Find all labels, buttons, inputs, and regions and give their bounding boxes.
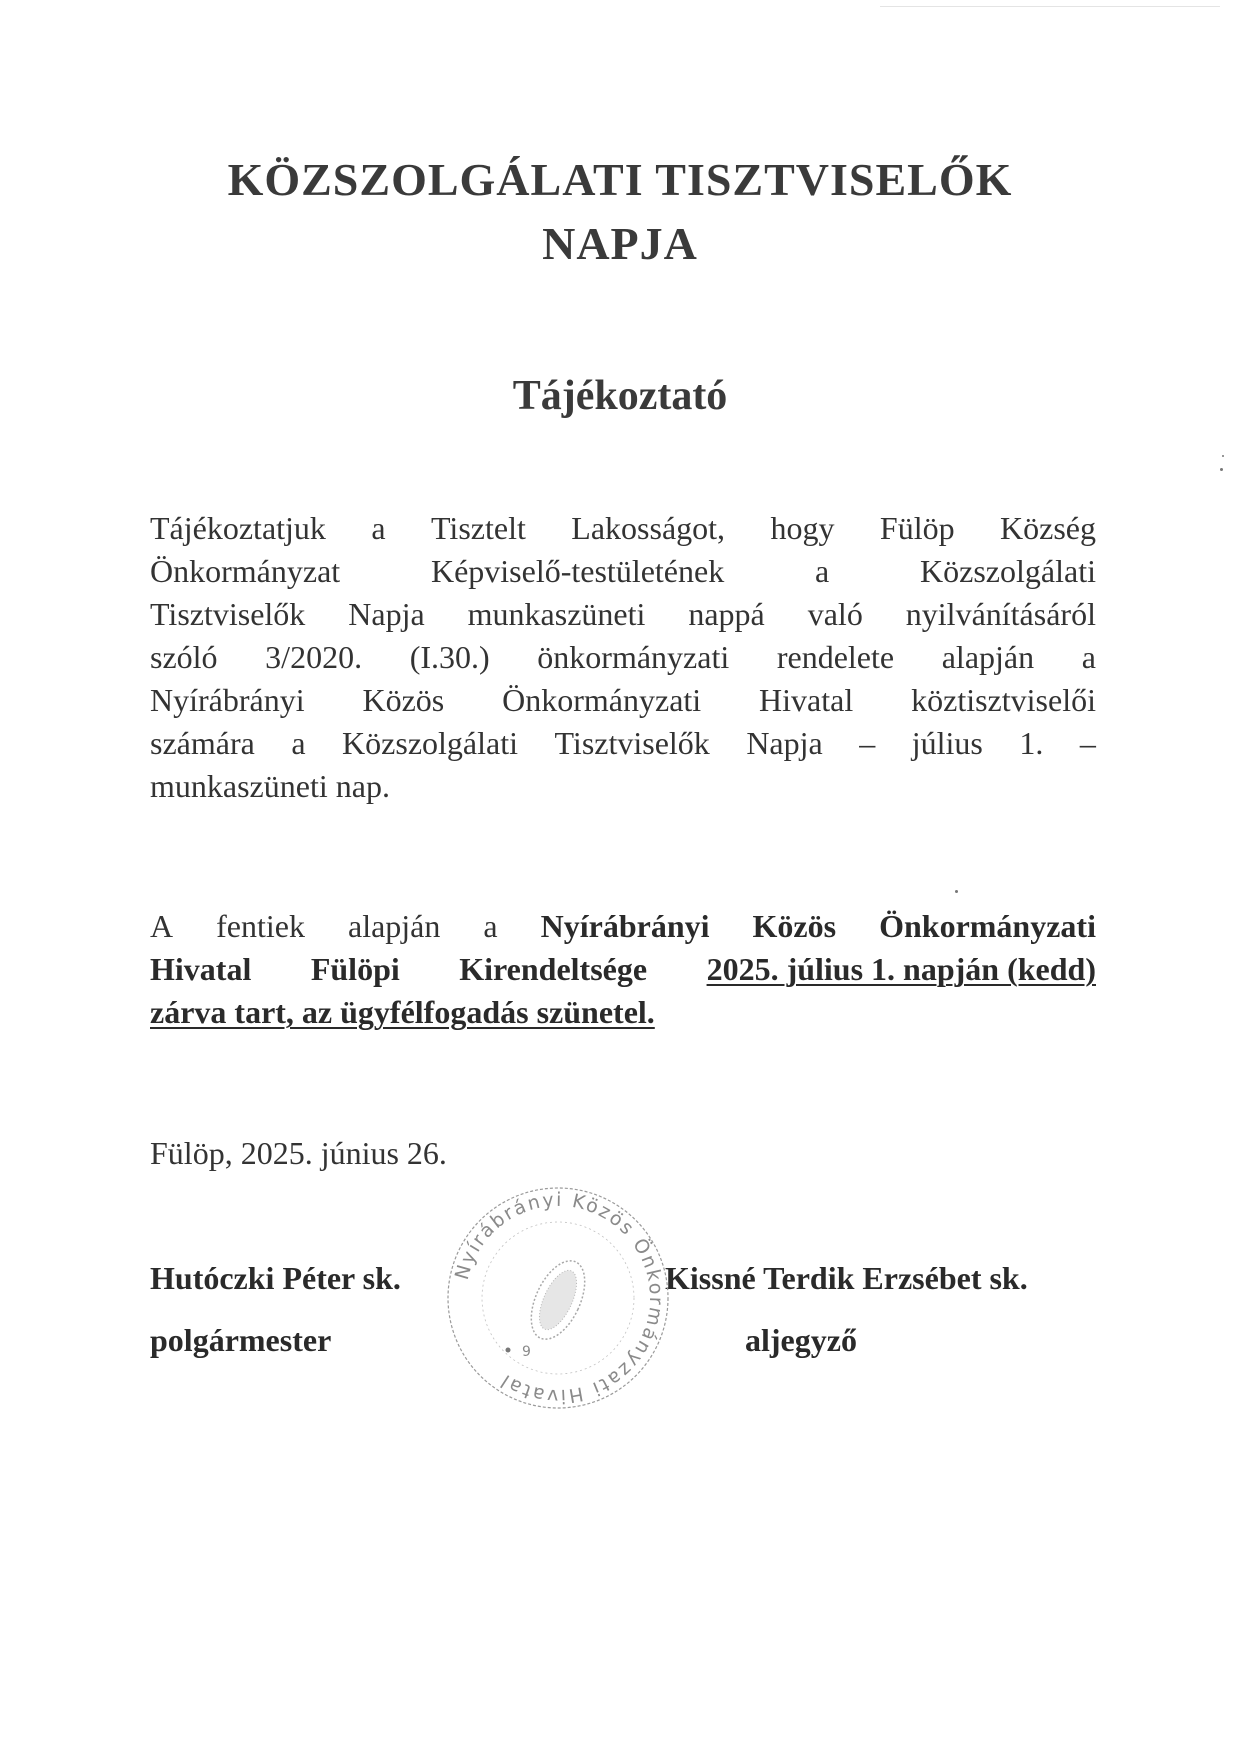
word: Közszolgálati — [920, 553, 1096, 589]
mayor-title: polgármester — [150, 1322, 332, 1358]
mayor-name: Hutóczki Péter sk. — [150, 1260, 401, 1296]
deputy-notary-title: aljegyző — [745, 1322, 857, 1358]
word: Nyírábrányi — [150, 682, 305, 718]
word: nappá — [688, 596, 765, 632]
bold-word: Önkormányzati — [879, 908, 1096, 944]
word: Hivatal — [759, 682, 854, 718]
scan-speck — [1222, 455, 1224, 457]
closure-line-1 — [150, 905, 1096, 948]
word: nyilvánításáról — [905, 596, 1096, 632]
document-subtitle: Tájékoztató — [512, 373, 728, 419]
word: számára — [150, 725, 255, 761]
word: Közszolgálati — [342, 725, 518, 761]
word: alapján — [941, 639, 1035, 675]
scan-speck — [1220, 468, 1223, 471]
paragraph-line — [150, 636, 1096, 679]
bold-word: Nyírábrányi — [540, 908, 710, 944]
word: munkaszüneti — [467, 596, 646, 632]
word: a — [483, 908, 498, 944]
stamp-text: Nyírábrányi Közös Önkormányzati Hivatal — [450, 1188, 668, 1408]
closure-statement: zárva tart, az ügyfélfogadás szünetel. — [150, 994, 655, 1030]
paragraph-line — [150, 593, 1096, 636]
word: – — [1079, 725, 1096, 761]
official-stamp-icon — [438, 1178, 678, 1418]
word: Tájékoztatjuk — [150, 510, 326, 546]
word: Tisztelt — [431, 510, 526, 546]
word: 1. — [1019, 725, 1044, 761]
word: fentiek — [216, 908, 305, 944]
scan-speck — [955, 890, 958, 893]
svg-text:9: 9 — [522, 1344, 531, 1360]
word: való — [807, 596, 863, 632]
paragraph-line — [150, 765, 1096, 808]
word: önkormányzati — [537, 639, 730, 675]
word: a — [291, 725, 306, 761]
deputy-notary-name: Kissné Terdik Erzsébet sk. — [665, 1260, 1028, 1296]
closure-date: 2025. július 1. napján (kedd) — [706, 951, 1096, 987]
paragraph-line — [150, 722, 1096, 765]
word: július — [911, 725, 983, 761]
word: Napja — [348, 596, 425, 632]
bold-word: Közös — [752, 908, 837, 944]
word: (I.30.) — [409, 639, 490, 675]
closure-notice-paragraph — [150, 905, 1096, 1034]
bold-word: Hivatal — [150, 951, 252, 987]
word: hogy — [770, 510, 835, 546]
word: szóló — [150, 639, 218, 675]
word: Tisztviselők — [554, 725, 710, 761]
word: a — [815, 553, 830, 589]
paragraph-line — [150, 550, 1096, 593]
word: Képviselő-testületének — [430, 553, 725, 589]
word: Község — [1000, 510, 1096, 546]
paragraph-line — [150, 679, 1096, 722]
word: Önkormányzati — [502, 682, 702, 718]
title-line-1: KÖZSZOLGÁLATI TISZTVISELŐK — [227, 154, 1013, 205]
word: A — [150, 908, 174, 944]
title-line-2: NAPJA — [542, 218, 698, 269]
bold-word: Kirendeltsége — [459, 951, 648, 987]
scan-artifact-line — [880, 6, 1220, 7]
document-title — [0, 148, 1240, 276]
word: a — [371, 510, 386, 546]
paragraph-line — [150, 507, 1096, 550]
bold-word: Fülöpi — [310, 951, 400, 987]
word: munkaszüneti nap. — [150, 768, 390, 804]
word: Önkormányzat — [150, 553, 341, 589]
place-and-date: Fülöp, 2025. június 26. — [150, 1135, 447, 1171]
word: köztisztviselői — [911, 682, 1096, 718]
word: alapján — [347, 908, 441, 944]
closure-line-2 — [150, 948, 1096, 991]
word: Tisztviselők — [150, 596, 306, 632]
word: Közös — [362, 682, 445, 718]
word: Fülöp — [879, 510, 955, 546]
word: rendelete — [776, 639, 895, 675]
word: Napja — [746, 725, 823, 761]
word: – — [859, 725, 876, 761]
word: Lakosságot, — [571, 510, 726, 546]
word: 3/2020. — [265, 639, 363, 675]
information-paragraph — [150, 507, 1096, 808]
word: a — [1081, 639, 1096, 675]
closure-line-3 — [150, 991, 1096, 1034]
